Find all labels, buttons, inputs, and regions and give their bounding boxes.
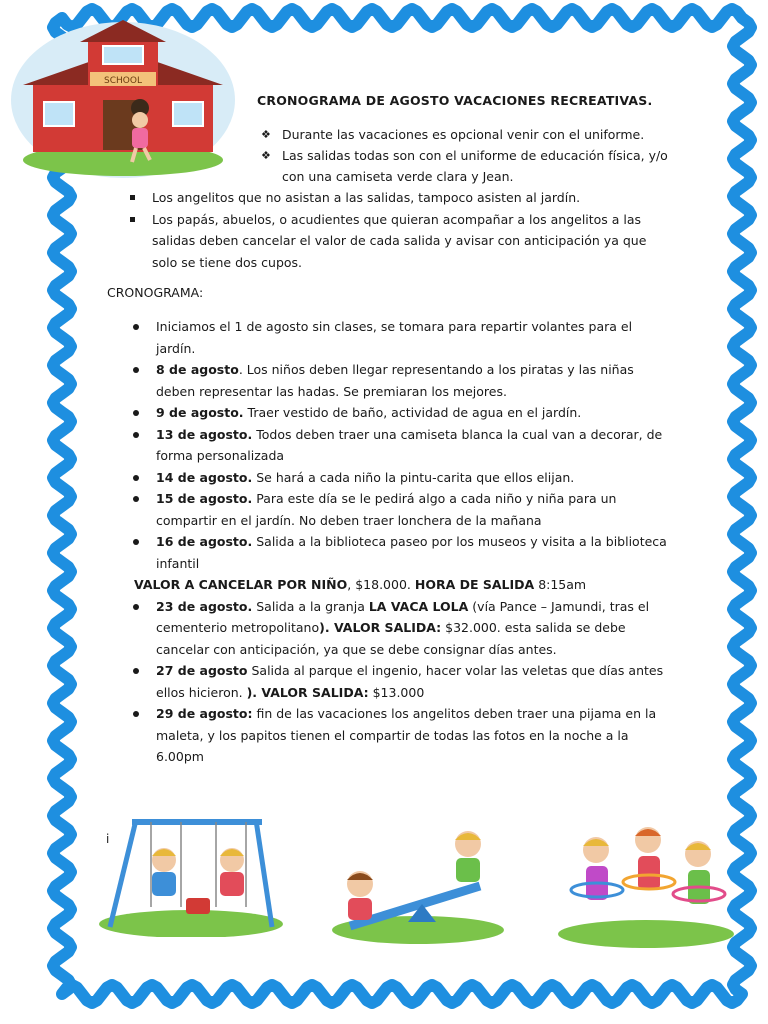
schedule-item — [130, 402, 670, 424]
cost-value: , $18.000. — [347, 577, 415, 592]
schedule-item — [130, 703, 670, 768]
page-title: CRONOGRAMA DE AGOSTO VACACIONES RECREATIVAS. — [257, 93, 653, 108]
place-name: LA VACA LOLA — [368, 598, 469, 614]
schedule-text: Para este día se le pedirá algo a cada niño y niña para un compartir en el jardín. No deben traer lonchera de la mañana — [156, 491, 617, 528]
note-item: ❖ Las salidas todas son con el uniforme de educación física, y/o con una camiseta verde clara y Jean. — [258, 145, 688, 187]
schedule-list — [130, 316, 670, 768]
schedule-item — [130, 316, 670, 359]
schedule-item — [130, 488, 670, 531]
swing-illustration — [96, 812, 286, 937]
cost-label: VALOR A CANCELAR POR NIÑO — [134, 577, 348, 592]
schedule-item — [130, 424, 670, 467]
schedule-text: fin de las vacaciones los angelitos deben traer una pijama en la maleta, y los papitos tienen el compartir de todas las fotos en la noche a la 6.00pm — [156, 706, 657, 764]
uniform-notes — [258, 124, 688, 187]
school-sign: SCHOOL — [104, 76, 142, 86]
departure-label: HORA DE SALIDA — [414, 577, 535, 592]
attendance-notes — [128, 187, 658, 273]
schedule-date: 15 de agosto. — [156, 491, 253, 506]
schedule-text: Salida a la biblioteca paseo por los museos y visita a la biblioteca infantil — [156, 534, 667, 571]
schedule-text: Iniciamos el 1 de agosto sin clases, se tomara para repartir volantes para el jardín. — [156, 319, 633, 356]
schedule-text: Todos deben traer una camiseta blanca la cual van a decorar, de forma personalizada — [156, 426, 663, 463]
schedule-date: 14 de agosto. — [156, 469, 253, 485]
schedule-date: 8 de agosto — [156, 362, 239, 377]
schedule-text: . Los niños deben llegar representando a los piratas y las niñas deben representar las hadas. Se premiaran los mejores. — [156, 362, 634, 399]
price-label: ). VALOR SALIDA: — [319, 620, 442, 635]
note-item: Los papás, abuelos, o acudientes que quieran acompañar a los angelitos a las salidas deben cancelar el valor de cada salida y avisar con anticipación ya que solo se tiene dos cupos. — [128, 209, 658, 274]
schedule-date: 16 de agosto. — [156, 534, 253, 549]
schedule-date: 13 de agosto. — [156, 426, 253, 442]
note-item: Los angelitos que no asistan a las salidas, tampoco asisten al jardín. — [128, 187, 658, 209]
schedule-text: (vía Pance – Jamundi, tras el cementerio metropolitano — [156, 598, 650, 635]
schedule-item — [130, 359, 670, 402]
schedule-item — [130, 596, 670, 661]
schedule-text: $32.000. esta salida se debe cancelar con anticipación, ya que se debe consignar días antes. — [156, 620, 626, 657]
hula-hoop-illustration — [556, 820, 736, 950]
schedule-text: Salida a la granja — [252, 598, 369, 614]
departure-time: 8:15am — [534, 577, 587, 592]
schedule-date: 27 de agosto — [156, 663, 248, 678]
price-label: ). VALOR SALIDA: — [246, 684, 369, 700]
schedule-date: 9 de agosto. — [156, 405, 244, 420]
schedule-date: 29 de agosto: — [156, 706, 253, 721]
schedule-item — [130, 660, 670, 703]
schedule-text: $13.000 — [368, 684, 425, 700]
schedule-text: Se hará a cada niño la pintu-carita que ellos elijan. — [252, 469, 575, 485]
seesaw-illustration — [330, 826, 505, 946]
schedule-date: 23 de agosto. — [156, 598, 253, 614]
schedule-heading: CRONOGRAMA: — [107, 285, 204, 300]
schedule-item — [130, 467, 670, 489]
schedule-text: Salida al parque el ingenio, hacer volar las veletas que días antes ellos hicieron. — [156, 663, 664, 700]
schedule-item — [130, 531, 670, 574]
school-illustration — [8, 10, 238, 180]
schedule-text: Traer vestido de baño, actividad de agua en el jardín. — [243, 405, 582, 420]
note-item: ❖ Durante las vacaciones es opcional venir con el uniforme. — [258, 124, 688, 145]
stray-character: i — [106, 832, 110, 846]
cost-line — [130, 574, 670, 596]
